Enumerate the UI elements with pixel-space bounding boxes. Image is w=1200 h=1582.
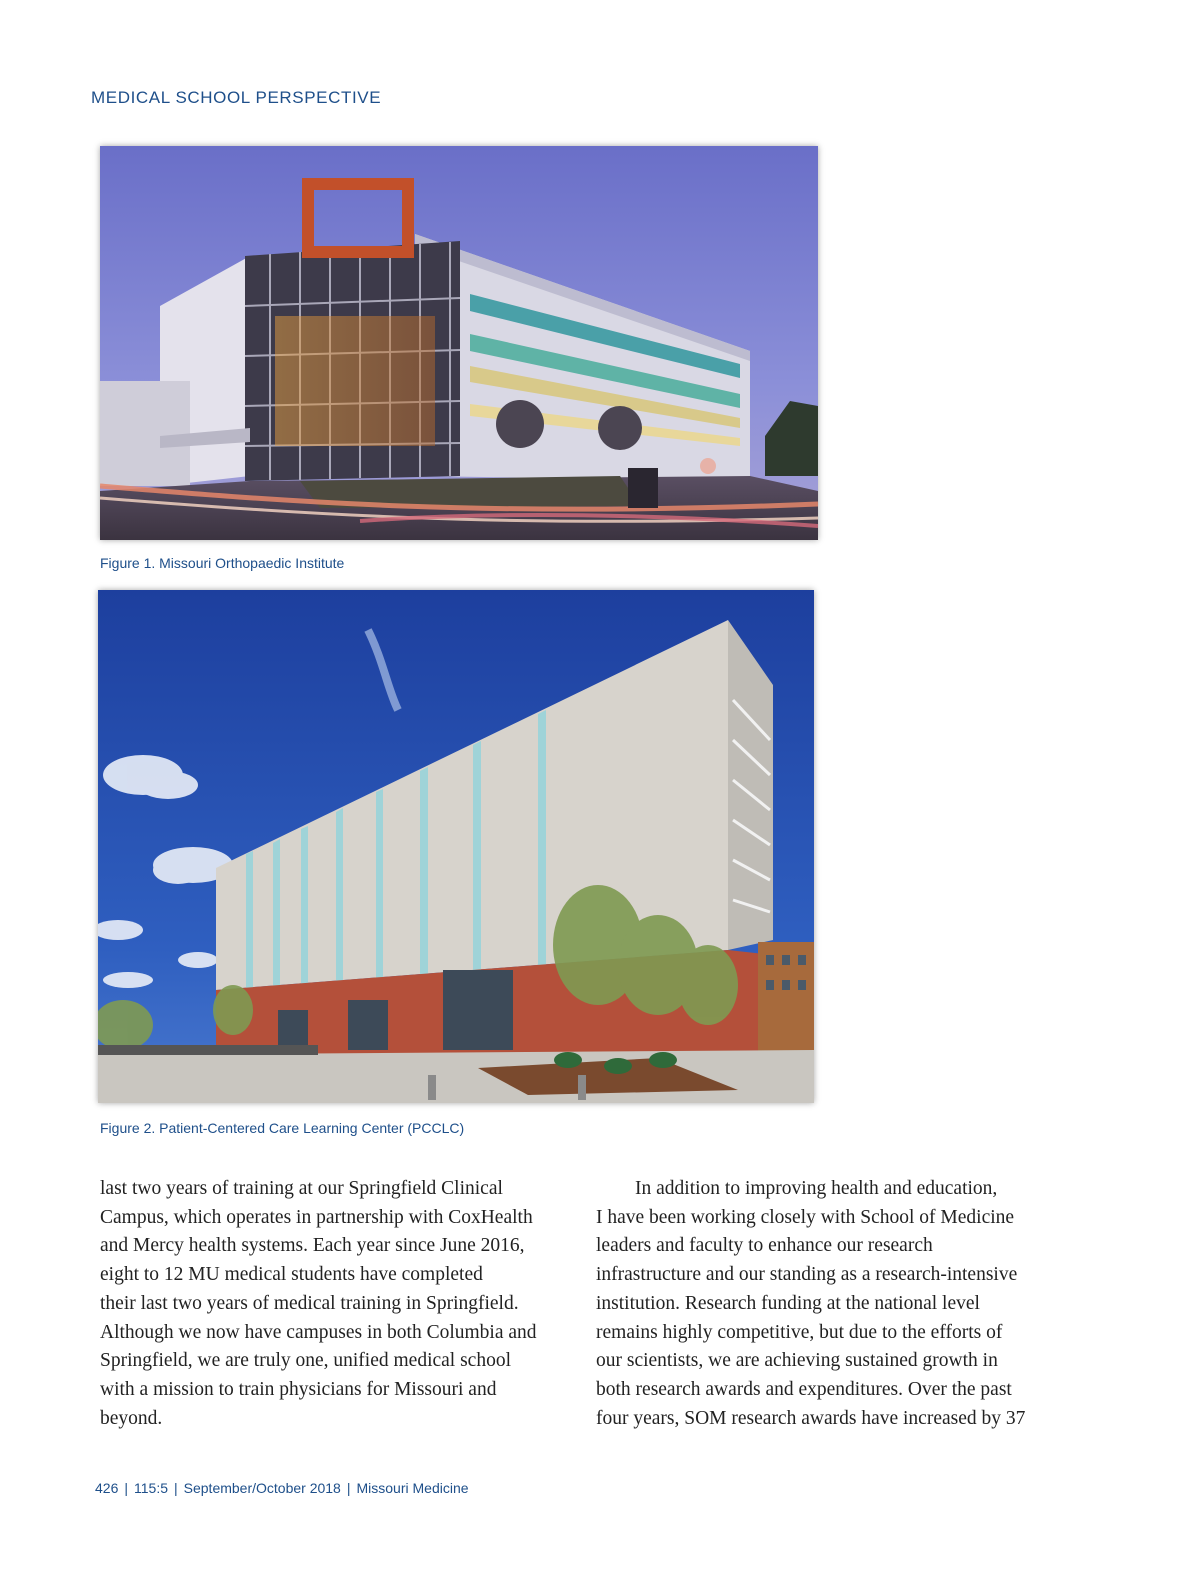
body-line: our scientists, we are achieving sustained growth in (596, 1350, 998, 1372)
body-line: their last two years of medical training in Springfield. (100, 1292, 519, 1314)
body-line: Although we now have campuses in both Columbia and (100, 1321, 537, 1343)
footer-separator: | (346, 1480, 351, 1496)
body-line: four years, SOM research awards have increased by 37 (596, 1407, 1026, 1429)
body-line: Springfield, we are truly one, unified medical school (100, 1350, 512, 1372)
body-line: last two years of training at our Springfield Clinical (100, 1178, 503, 1199)
body-line: with a mission to train physicians for Missouri and (100, 1378, 497, 1400)
body-line: both research awards and expenditures. Over the past (596, 1378, 1012, 1400)
body-line: beyond. (100, 1407, 163, 1429)
footer-separator: | (174, 1480, 178, 1496)
body-line: In addition to improving health and education, (596, 1178, 998, 1199)
issue-date: September/October 2018 (183, 1480, 341, 1496)
body-line: infrastructure and our standing as a research-intensive (596, 1264, 1018, 1286)
figure-2-caption: Figure 2. Patient-Centered Care Learning Center (PCCLC) (100, 1120, 465, 1136)
body-line: Campus, which operates in partnership with CoxHealth (100, 1206, 533, 1228)
body-line: leaders and faculty to enhance our research (596, 1235, 933, 1257)
section-title: MEDICAL SCHOOL PERSPECTIVE (91, 88, 382, 107)
body-line: eight to 12 MU medical students have completed (100, 1264, 483, 1286)
body-line: and Mercy health systems. Each year since June 2016, (100, 1235, 525, 1257)
body-line: remains highly competitive, but due to the efforts of (596, 1321, 1003, 1343)
figure-1-caption: Figure 1. Missouri Orthopaedic Institute (100, 555, 345, 571)
right-column-text (596, 1175, 1066, 1433)
body-line: institution. Research funding at the national level (596, 1292, 980, 1314)
issue-number: 115:5 (134, 1480, 168, 1496)
figure-2-photo (98, 590, 814, 1103)
page-number: 426 (95, 1480, 119, 1496)
page-footer (95, 1480, 469, 1496)
journal-name: Missouri Medicine (356, 1480, 469, 1496)
body-line: I have been working closely with School of Medicine (596, 1206, 1015, 1228)
figure-1-photo (100, 146, 818, 540)
footer-separator: | (124, 1480, 128, 1496)
left-column-text (100, 1175, 580, 1433)
